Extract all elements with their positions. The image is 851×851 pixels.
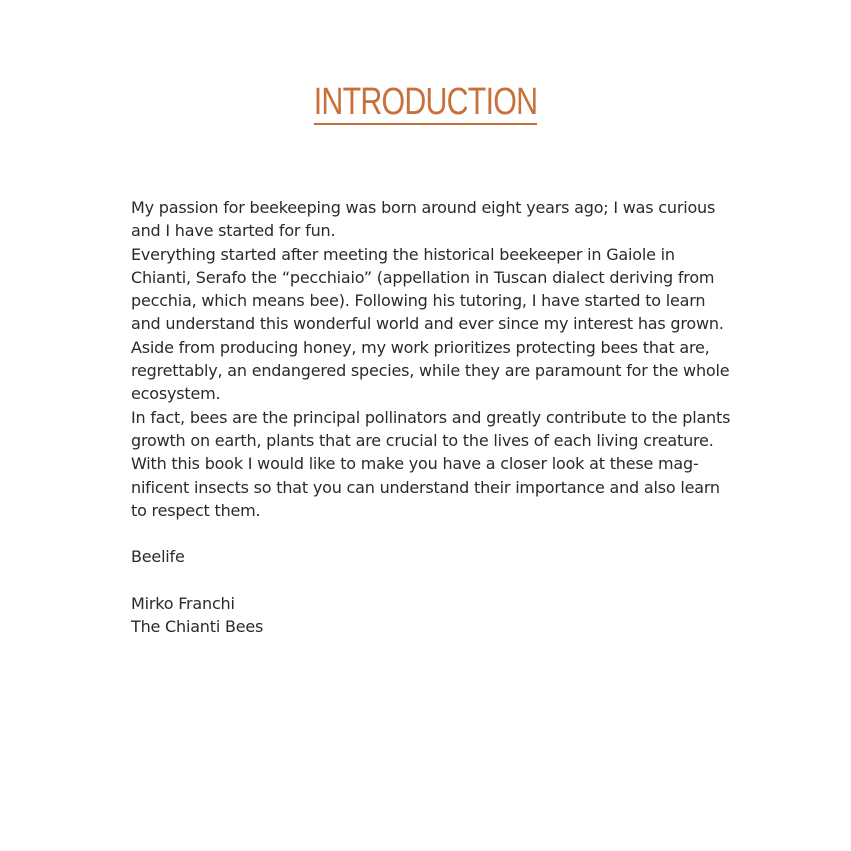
page-title [85, 80, 766, 124]
page-title-text: INTRODUCTION [313, 81, 538, 123]
spacer [131, 522, 731, 545]
paragraph: In fact, bees are the principal pollinators and greatly contribute to the plants growth on earth, plants that are crucial to the lives of each living creature. [131, 407, 731, 450]
author-name: Mirko Franchi [131, 594, 235, 614]
paragraph: Everything started after meeting the historical beekeeper in Gaiole in Chianti, Serafo the “pecchiaio” (appellation in Tuscan dialect deriving from pecchia, which means bee). Following his tutoring, I have started to learn and understand this wonderful world and ever since my interest has grown. [131, 244, 724, 334]
introduction-body [131, 196, 731, 639]
spacer [131, 569, 731, 592]
author-company: The Chianti Bees [131, 617, 264, 637]
signoff: Beelife [131, 547, 185, 567]
paragraph: My passion for beekeeping was born around eight years ago; I was curious and I have started for fun. [131, 198, 716, 241]
paragraph: With this book I would like to make you have a closer look at these mag-nificent insects so that you can understand their importance and also learn to respect them. [131, 454, 720, 520]
paragraph: Aside from producing honey, my work prioritizes protecting bees that are, regrettably, an endangered species, while they are paramount for the whole ecosystem. [131, 337, 730, 404]
